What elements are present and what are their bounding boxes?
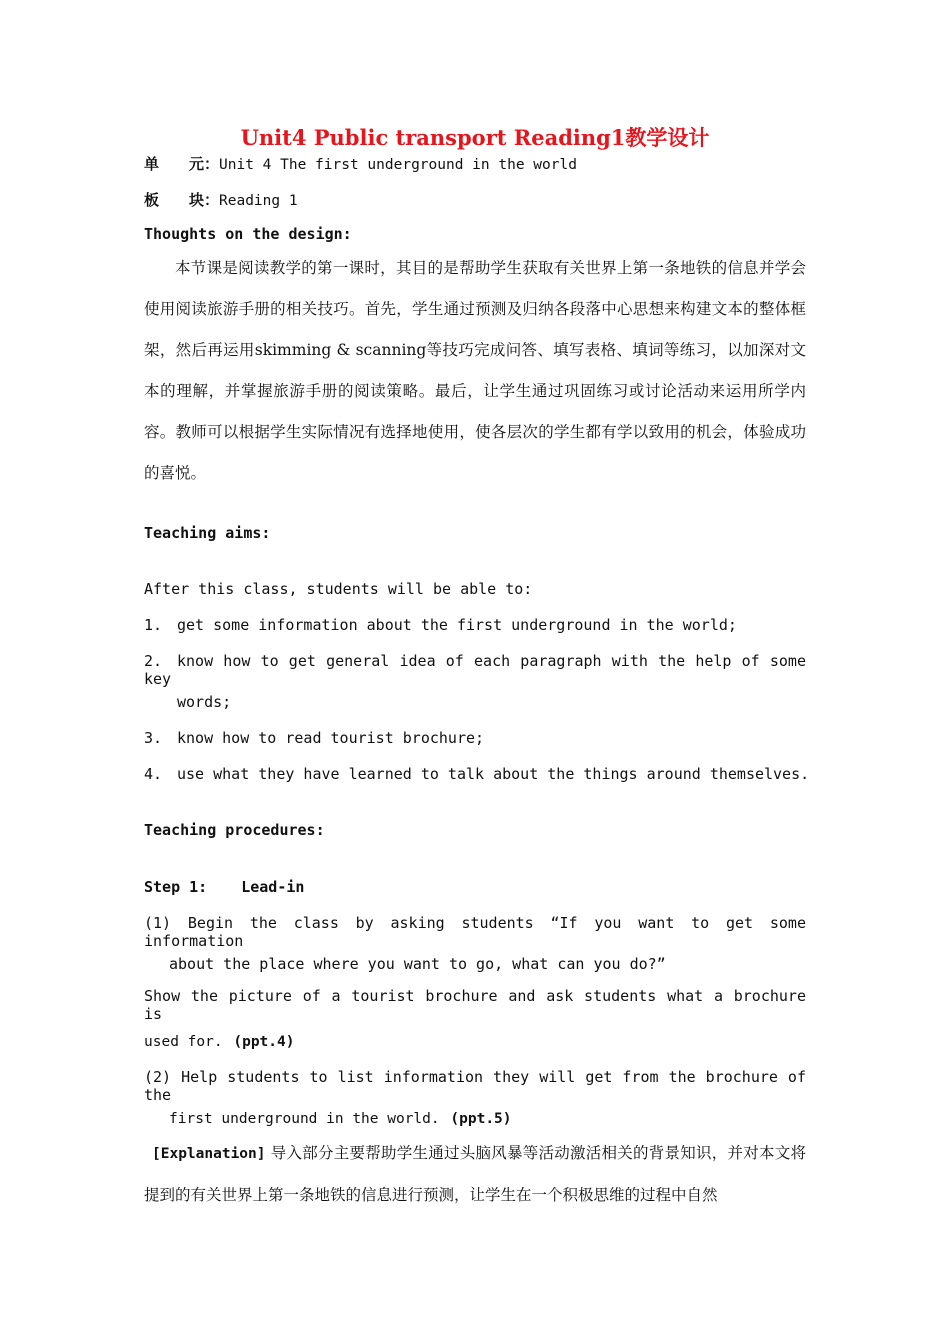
procedure-item-1-line-3: Show the picture of a tourist brochure and ask students what a brochure is (144, 987, 806, 1023)
aim-item-2-continued: words; (177, 693, 232, 711)
procedures-heading: Teaching procedures: (144, 821, 325, 839)
step1-heading (144, 878, 304, 896)
procedure-item-2-text: first underground in the world. (169, 1111, 440, 1127)
ppt-reference: (ppt.4) (233, 1034, 295, 1050)
unit-label: 单 元： (144, 155, 220, 173)
aim-text: know how to read tourist brochure; (177, 729, 485, 747)
aim-text: get some information about the first underground in the world; (177, 616, 737, 634)
aim-number: 1. (144, 616, 163, 634)
step1-label: Step 1: (144, 878, 208, 896)
procedure-item-2-line-2 (169, 1109, 512, 1127)
aim-item-1 (144, 616, 737, 634)
aim-item-2 (144, 652, 806, 688)
aim-number: 3. (144, 729, 163, 747)
aim-number: 4. (144, 765, 163, 783)
explanation-paragraph (144, 1133, 806, 1216)
aims-heading: Teaching aims: (144, 524, 271, 542)
unit-row (144, 153, 577, 174)
procedure-item-2-line-1: (2) Help students to list information they will get from the brochure of the (144, 1068, 806, 1104)
step1-title: Lead-in (241, 878, 305, 896)
aim-item-4 (144, 765, 809, 783)
procedure-item-1-line-4 (144, 1032, 294, 1050)
module-row (144, 189, 298, 210)
aim-text: use what they have learned to talk about the things around themselves. (177, 765, 810, 783)
design-paragraph (144, 248, 806, 494)
procedure-item-1-line-1: (1) Begin the class by asking students “If you want to get some information (144, 914, 806, 950)
design-paragraph-text: 本节课是阅读教学的第一课时，其目的是帮助学生获取有关世界上第一条地铁的信息并学会使用阅读旅游手册的相关技巧。首先，学生通过预测及归纳各段落中心思想来构建文本的整体框架，然后再运用skimming & scanning等技巧完成问答、填写表格、填词等练习，以加深对文本的理解，并掌握旅游手册的阅读策略。最后，让学生通过巩固练习或讨论活动来运用所学内容。教师可以根据学生实际情况有选择地使用，使各层次的学生都有学以致用的机会，体验成功的喜悦。 (144, 259, 806, 482)
ppt-reference: (ppt.5) (450, 1111, 512, 1127)
aims-intro: After this class, students will be able to: (144, 580, 533, 598)
unit-value: Unit 4 The first underground in the world (219, 157, 577, 173)
explanation-text: 导入部分主要帮助学生通过头脑风暴等活动激活相关的背景知识，并对本文将提到的有关世界上第一条地铁的信息进行预测，让学生在一个积极思维的过程中自然 (144, 1144, 806, 1204)
aim-item-3 (144, 729, 484, 747)
module-label: 板 块： (144, 191, 220, 209)
aim-number: 2. (144, 652, 163, 670)
aim-text: know how to get general idea of each paragraph with the help of some key (144, 652, 806, 688)
explanation-label: [Explanation] (152, 1146, 266, 1162)
design-heading: Thoughts on the design: (144, 225, 352, 243)
module-value: Reading 1 (219, 193, 298, 209)
procedure-item-1-text: used for. (144, 1034, 223, 1050)
page-title: Unit4 Public transport Reading1教学设计 (240, 125, 710, 150)
procedure-item-1-line-2: about the place where you want to go, what can you do?” (169, 955, 666, 973)
